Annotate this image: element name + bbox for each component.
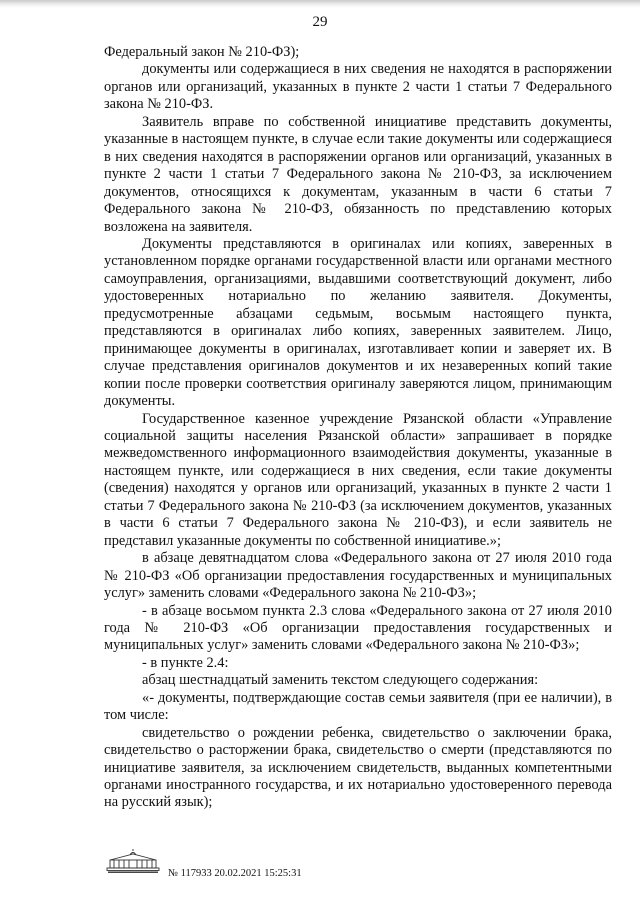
paragraph: документы или содержащиеся в них сведения не находятся в распоряжении органов или организаций, указанных в пункте 2 части 1 статьи 7 Федерального закона № 210-ФЗ. bbox=[104, 61, 612, 113]
page-number: 29 bbox=[312, 14, 328, 30]
paragraph: Федеральный закон № 210-ФЗ); bbox=[104, 44, 300, 60]
document-body bbox=[104, 44, 612, 812]
document-footer bbox=[104, 848, 612, 888]
paragraph: «- документы, подтверждающие состав семьи заявителя (при ее наличии), в том числе: bbox=[104, 689, 612, 724]
scan-edge bbox=[0, 0, 640, 8]
paragraph: Заявитель вправе по собственной инициативе представить документы, указанные в настоящем пункте, в случае если такие документы или содержащиеся в них сведения находятся в распоряжении органов или организаций, указанных в пункте 2 части 1 статьи 7 Федерального закона № 210-ФЗ, за исключением документов, относящихся к документам, указанным в части 6 статьи 7 Федерального закона № 210-ФЗ, обязанность по представлению которых возложена на заявителя. bbox=[104, 113, 612, 235]
paragraph: - в абзаце восьмом пункта 2.3 слова «Федерального закона от 27 июля 2010 года № 210-ФЗ «Об организации предоставления государственных и муниципальных услуг» заменить словами «Федерального закона № 210-ФЗ»; bbox=[104, 602, 612, 654]
paragraph: в абзаце девятнадцатом слова «Федерального закона от 27 июля 2010 года № 210-ФЗ «Об организации предоставления государственных и муниципальных услуг» заменить словами «Федерального закона № 210-ФЗ»; bbox=[104, 550, 612, 602]
paragraph: абзац шестнадцатый заменить текстом следующего содержания: bbox=[142, 672, 539, 689]
paragraph: свидетельство о рождении ребенка, свидетельство о заключении брака, свидетельство о расторжении брака, свидетельство о смерти (представляются по инициативе заявителя, за исключением свидетельств, выданных компетентными органами иностранного государства, и их нотариально удостоверенного перевода на русский язык); bbox=[104, 724, 612, 811]
paragraph: Документы представляются в оригиналах или копиях, заверенных в установленном порядке органами государственной власти или органами местного самоуправления, организациями, выдавшими соответствующий документ, либо удостоверенных нотариально по желанию заявителя. Документы, предусмотренные абзацами седьмым, восьмым настоящего пункта, представляются в оригиналах либо копиях, заверенных заявителем. Лицо, принимающее документы в оригиналах, изготавливает копии и заверяет их. В случае представления оригиналов документов и их незаверенных копий такие копии после проверки соответствия оригиналу заверяются лицом, принимающим документы. bbox=[104, 235, 612, 410]
government-building-stamp-icon bbox=[104, 848, 162, 874]
document-id-timestamp: № 117933 20.02.2021 15:25:31 bbox=[168, 868, 302, 879]
paragraph: - в пункте 2.4: bbox=[142, 654, 229, 671]
paragraph: Государственное казенное учреждение Рязанской области «Управление социальной защиты населения Рязанской области» запрашивает в порядке межведомственного информационного взаимодействия документы, указанные в настоящем пункте, или содержащиеся в них сведения, если такие документы (сведения) находятся у органов или организаций, указанных в пункте 2 части 1 статьи 7 Федерального закона № 210-ФЗ (за исключением документов, указанных в части 6 статьи 7 Федерального закона № 210-ФЗ), и если заявитель не представил указанные документы по собственной инициативе.»; bbox=[104, 410, 612, 549]
